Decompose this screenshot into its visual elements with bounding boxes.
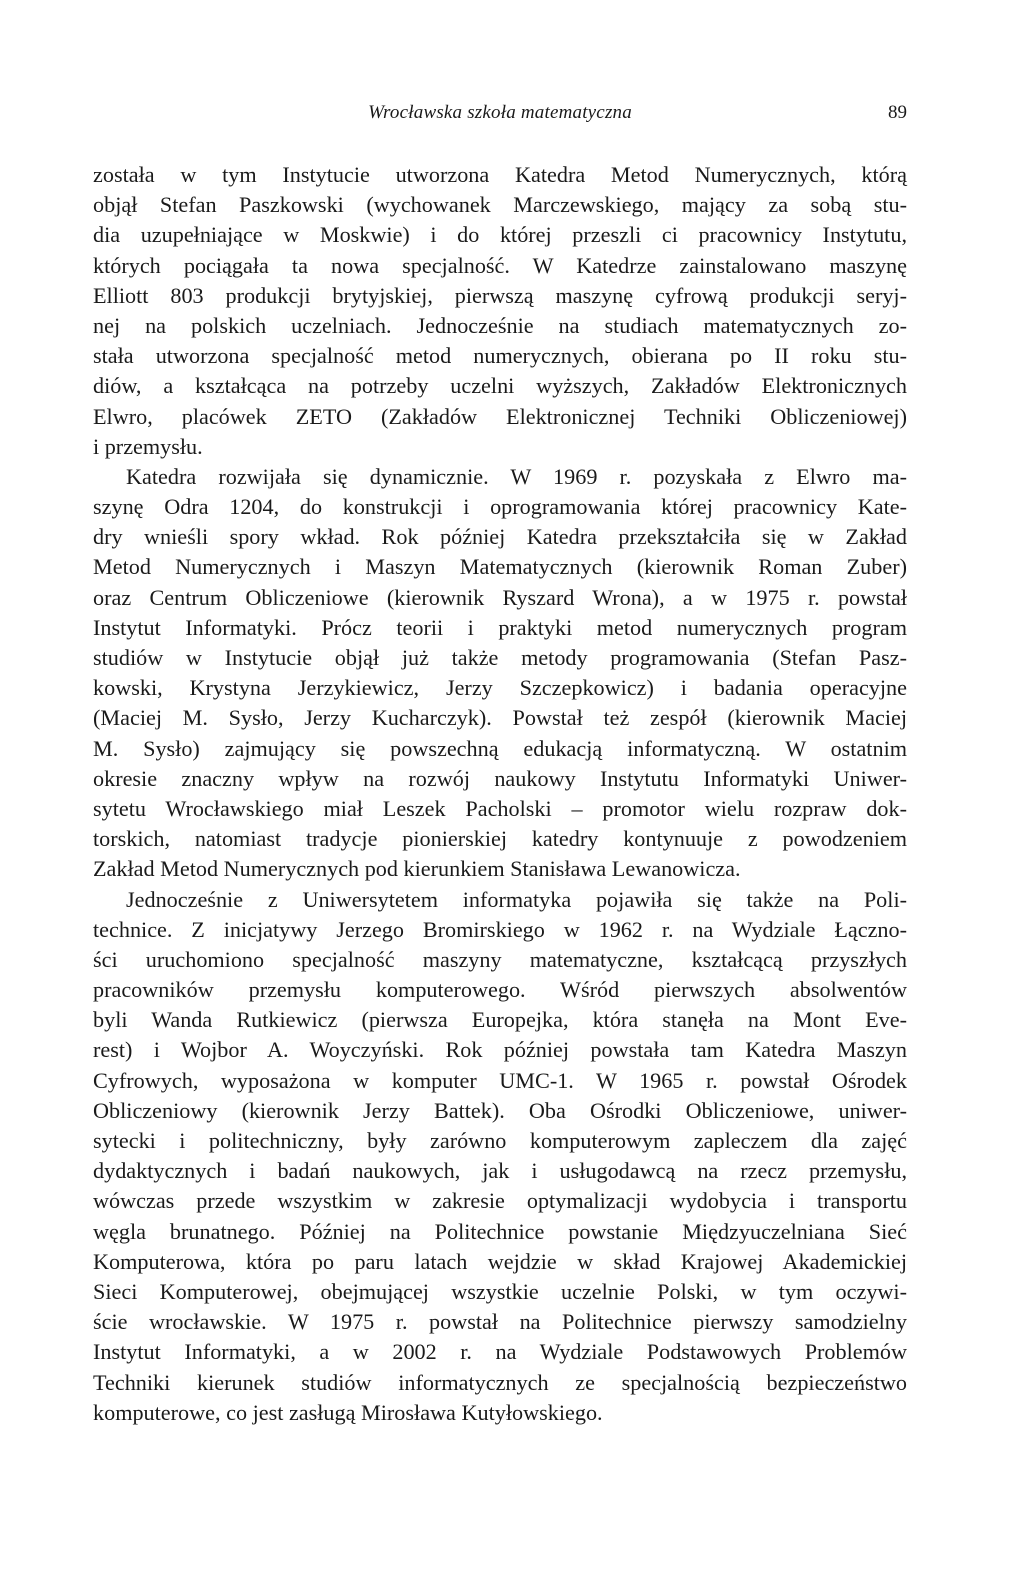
text-line: ście wrocławskie. W 1975 r. powstał na Politechnice pierwszy samodzielny: [93, 1309, 907, 1335]
text-line: Obliczeniowy (kierownik Jerzy Battek). Oba Ośrodki Obliczeniowe, uniwer-: [93, 1097, 907, 1123]
text-line: objął Stefan Paszkowski (wychowanek Marczewskiego, mający za sobą stu-: [93, 192, 907, 218]
text-line: stała utworzona specjalność metod numerycznych, obierana po II roku stu-: [93, 343, 907, 369]
text-line: sytecki i politechniczny, były zarówno komputerowym zapleczem dla zajęć: [93, 1128, 907, 1153]
text-line: Instytut Informatyki, a w 2002 r. na Wydziale Podstawowych Problemów: [93, 1339, 907, 1365]
text-line: diów, a kształcąca na potrzeby uczelni wyższych, Zakładów Elektronicznych: [93, 373, 907, 399]
text-line: Instytut Informatyki. Prócz teorii i praktyki metod numerycznych program: [93, 614, 907, 640]
text-line: technice. Z inicjatywy Jerzego Bromirskiego w 1962 r. na Wydziale Łączno-: [93, 916, 907, 942]
text-line: ści uruchomiono specjalność maszyny matematyczne, kształcącą przyszłych: [93, 946, 907, 972]
text-line: Elliott 803 produkcji brytyjskiej, pierwszą maszynę cyfrową produkcji seryj-: [93, 282, 907, 308]
text-line: sytetu Wrocławskiego miał Leszek Pacholski – promotor wielu rozpraw dok-: [93, 795, 907, 821]
paragraph-end-line: i przemysłu.: [93, 433, 203, 459]
paragraph-start-line: Jednocześnie z Uniwersytetem informatyka pojawiła się także na Poli-: [126, 886, 907, 912]
text-line: rest) i Wojbor A. Woyczyński. Rok później powstała tam Katedra Maszyn: [93, 1037, 907, 1063]
text-line: Metod Numerycznych i Maszyn Matematycznych (kierownik Roman Zuber): [93, 554, 907, 580]
text-line: dry wnieśli spory wkład. Rok później Katedra przekształciła się w Zakład: [93, 524, 907, 550]
text-line: których pociągała ta nowa specjalność. W Katedrze zainstalowano maszynę: [93, 252, 907, 278]
text-line: Cyfrowych, wyposażona w komputer UMC-1. W 1965 r. powstał Ośrodek: [93, 1067, 907, 1093]
text-line: studiów w Instytucie objął już także metody programowania (Stefan Pasz-: [93, 645, 907, 670]
text-line: torskich, natomiast tradycje pionierskiej katedry kontynuuje z powodzeniem: [93, 826, 907, 852]
body-text: [93, 160, 907, 1428]
paragraph-end-line: komputerowe, co jest zasługą Mirosława Kutyłowskiego.: [93, 1399, 603, 1425]
text-line: szynę Odra 1204, do konstrukcji i oprogramowania której pracownicy Kate-: [93, 494, 907, 520]
page-number: 89: [888, 102, 907, 123]
text-line: dia uzupełniające w Moskwie) i do której przeszli ci pracownicy Instytutu,: [93, 222, 907, 248]
text-line: węgla brunatnego. Później na Politechnice powstanie Międzyuczelniana Sieć: [93, 1218, 907, 1244]
text-line: pracowników przemysłu komputerowego. Wśród pierwszych absolwentów: [93, 977, 907, 1003]
text-line: wówczas przede wszystkim w zakresie optymalizacji wydobycia i transportu: [93, 1188, 907, 1214]
text-line: byli Wanda Rutkiewicz (pierwsza Europejka, która stanęła na Mont Eve-: [93, 1007, 907, 1033]
text-line: oraz Centrum Obliczeniowe (kierownik Ryszard Wrona), a w 1975 r. powstał: [93, 584, 907, 610]
text-line: Komputerowa, która po paru latach wejdzie w skład Krajowej Akademickiej: [93, 1248, 907, 1274]
text-line: dydaktycznych i badań naukowych, jak i usługodawcą na rzecz przemysłu,: [93, 1158, 907, 1184]
running-head: [93, 102, 907, 132]
text-line: Techniki kierunek studiów informatycznych ze specjalnością bezpieczeństwo: [93, 1369, 907, 1395]
text-line: okresie znaczny wpływ na rozwój naukowy Instytutu Informatyki Uniwer-: [93, 765, 907, 791]
text-line: nej na polskich uczelniach. Jednocześnie na studiach matematycznych zo-: [93, 312, 907, 338]
text-line: została w tym Instytucie utworzona Katedra Metod Numerycznych, którą: [93, 162, 907, 187]
paragraph-start-line: Katedra rozwijała się dynamicznie. W 1969 r. pozyskała z Elwro ma-: [126, 463, 907, 489]
text-line: Sieci Komputerowej, obejmującej wszystkie uczelnie Polski, w tym oczywi-: [93, 1278, 907, 1304]
text-line: Elwro, placówek ZETO (Zakładów Elektronicznej Techniki Obliczeniowej): [93, 403, 907, 429]
text-line: (Maciej M. Sysło, Jerzy Kucharczyk). Powstał też zespół (kierownik Maciej: [93, 705, 907, 731]
running-title: Wrocławska szkoła matematyczna: [368, 102, 632, 123]
text-line: kowski, Krystyna Jerzykiewicz, Jerzy Szczepkowicz) i badania operacyjne: [93, 675, 907, 701]
paragraph-end-line: Zakład Metod Numerycznych pod kierunkiem Stanisława Lewanowicza.: [93, 856, 741, 882]
text-line: M. Sysło) zajmujący się powszechną edukacją informatyczną. W ostatnim: [93, 735, 907, 761]
